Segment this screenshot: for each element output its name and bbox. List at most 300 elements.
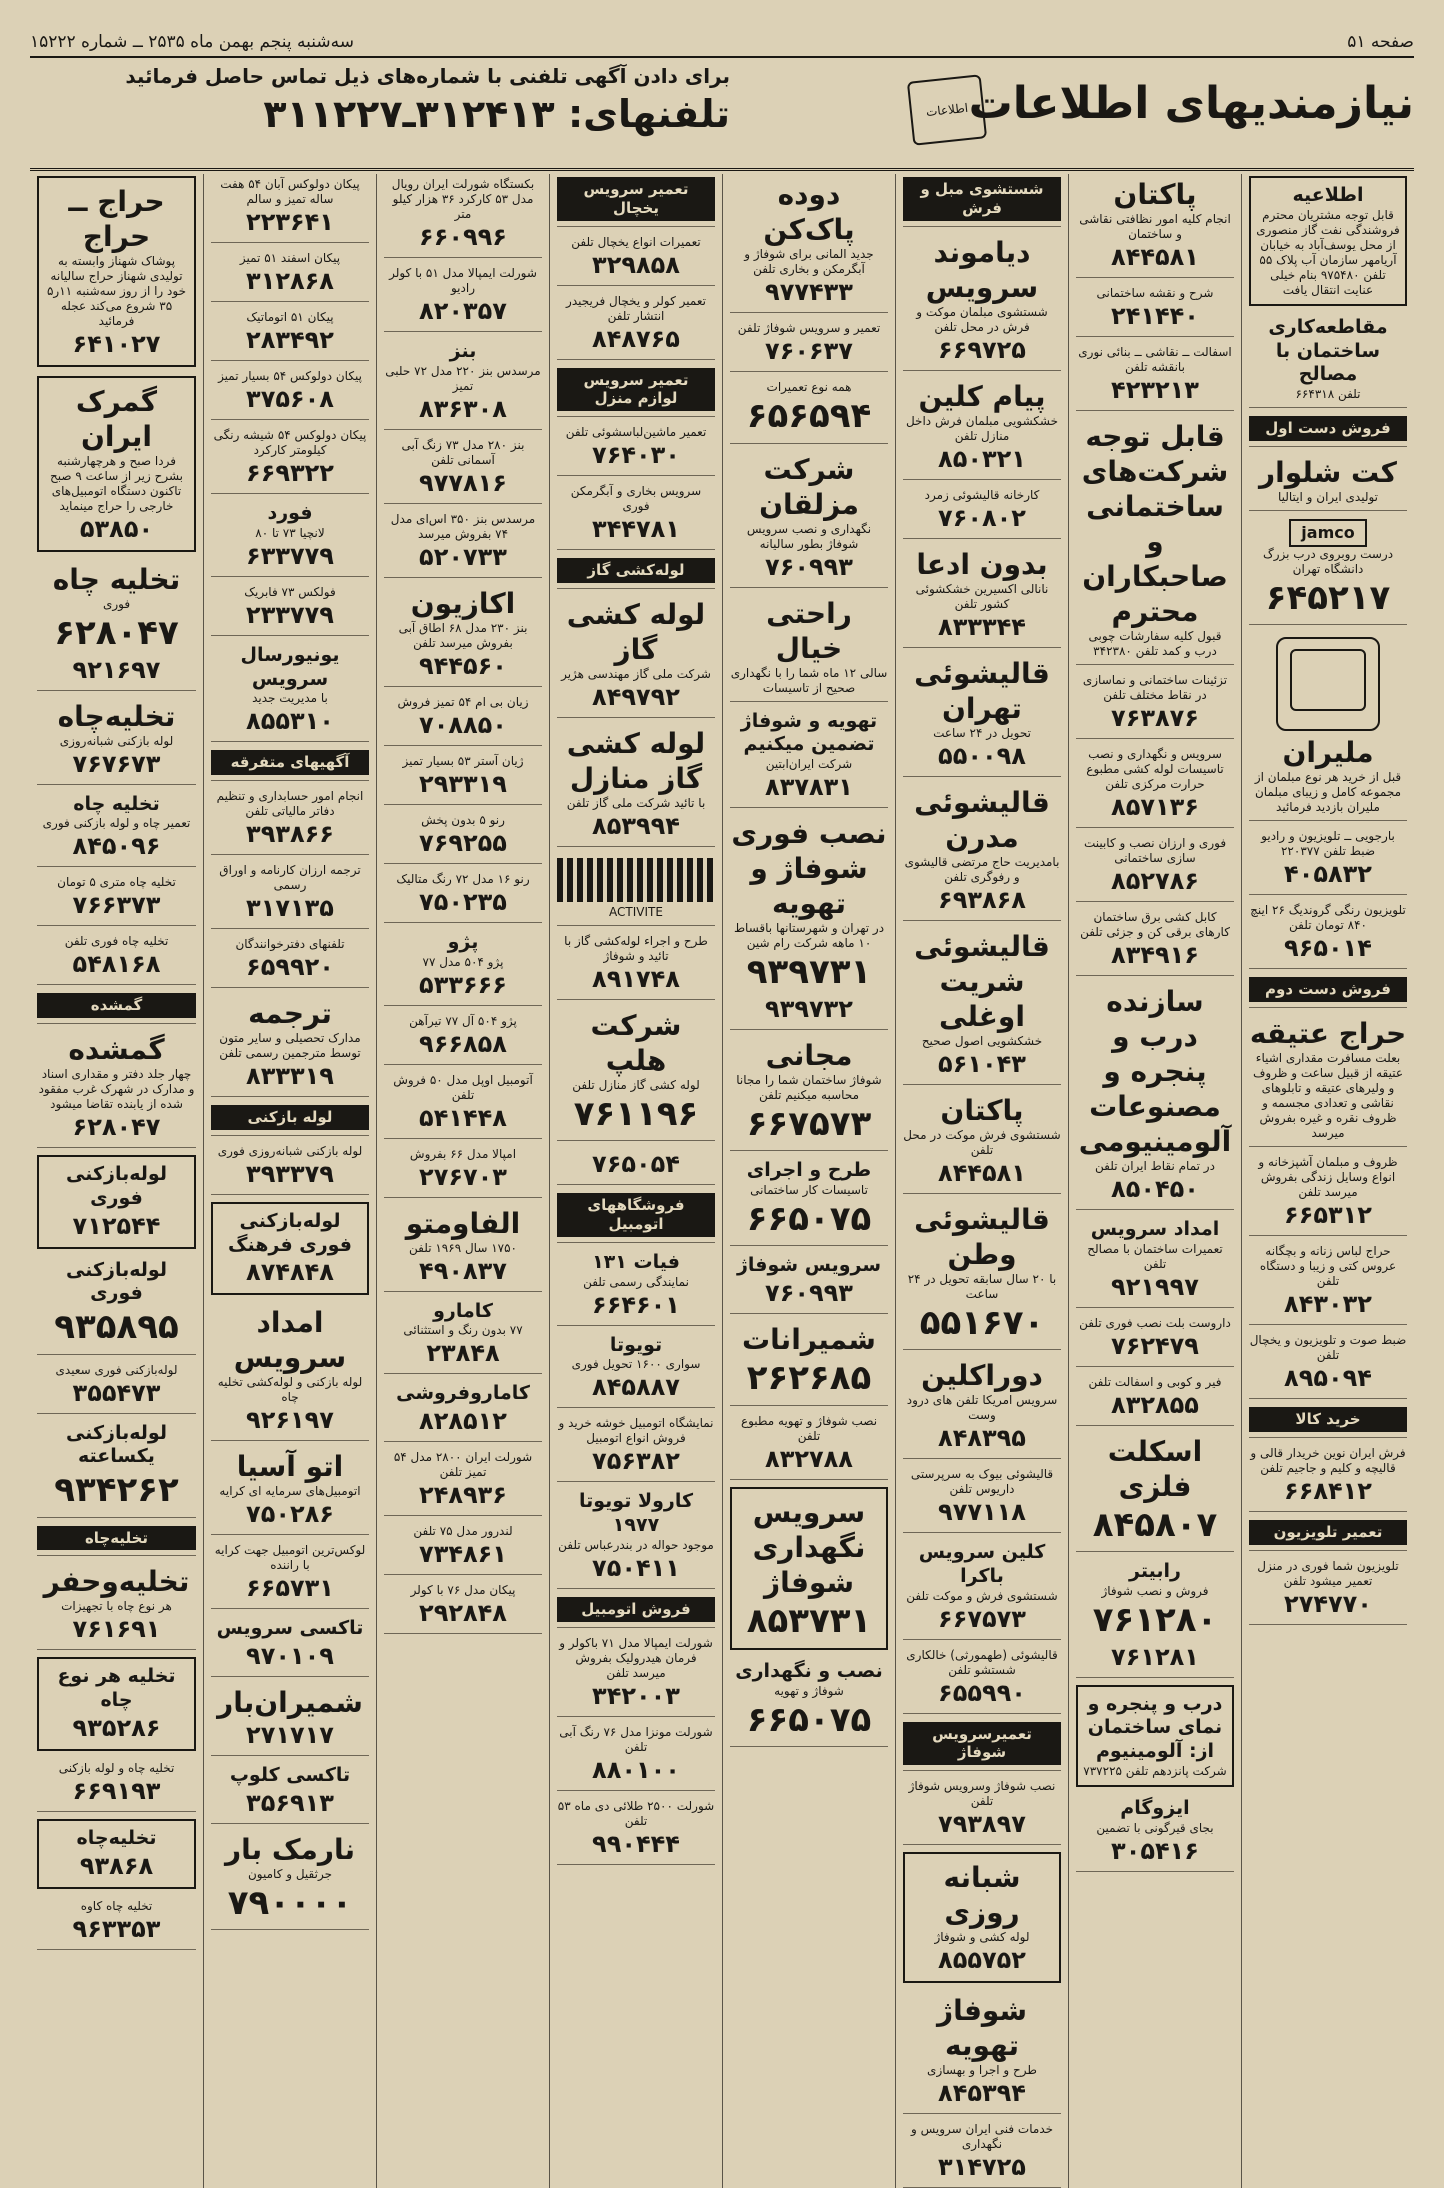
ad-phone: ۸۴۸۷۶۵ — [592, 324, 680, 353]
ad-column-4 — [722, 174, 895, 2188]
ad-phone: ۷۶۵۰۵۴ — [592, 1150, 680, 1179]
ad-phone: ۸۵۷۱۳۶ — [1111, 793, 1199, 821]
classified-ad — [730, 593, 888, 702]
classified-ad — [211, 1682, 369, 1756]
ad-headline: دیاموند سرویس — [925, 235, 1039, 304]
ad-body-text: پژو ۵۰۴ آل ۷۷ تیرآهن — [409, 1013, 517, 1028]
ad-heading: فیات ۱۳۱ — [592, 1250, 680, 1273]
ad-headline: شرکت هلپ — [590, 1008, 682, 1077]
ad-body-text: بنز ۲۳۰ مدل ۶۸ اطاق آبی بفروش میرسد تلفن — [398, 620, 528, 650]
classified-ad — [903, 1355, 1061, 1459]
ad-phone: ۷۶۱۲۸۱ — [1111, 1642, 1199, 1671]
ad-body-text: فیر و کوبی و اسفالت تلفن — [1088, 1374, 1222, 1389]
classified-ad — [903, 1538, 1061, 1640]
classified-ad — [1076, 981, 1234, 1210]
ad-body-text: تلویزیون شما فوری در منزل تعمیر میشود تلفن — [1257, 1558, 1399, 1588]
classified-ad — [903, 544, 1061, 648]
ad-body-text: اسفالت ــ نقاشی ــ بنائی نوری بانقشه تلفن — [1078, 345, 1232, 374]
ad-phone: ۷۹۳۸۹۷ — [938, 1810, 1026, 1838]
ad-heading: لوله‌بازکنی فوری فرهنگ — [228, 1209, 352, 1256]
ad-headline: تخلیه چاه — [52, 563, 181, 596]
ad-phone: ۵۴۸۱۶۸ — [72, 950, 161, 979]
ad-phone: ۸۴۴۵۸۱ — [938, 1158, 1026, 1187]
ad-phone: ۵۳۸۵۰ — [79, 515, 154, 543]
ad-headline: اسکلت فلزی — [1107, 1434, 1203, 1503]
ad-heading: کاماروفروشی — [396, 1382, 530, 1405]
ad-headline: لوله کشی گاز منازل — [566, 726, 706, 795]
ad-phone: ۸۹۱۷۴۸ — [592, 964, 680, 993]
ad-phone-large: ۲۶۲۶۸۵ — [746, 1358, 872, 1398]
classified-ad — [557, 365, 715, 418]
ad-heading: رابیتر — [1129, 1560, 1181, 1583]
ad-phone: ۹۷۷۱۱۸ — [938, 1498, 1026, 1526]
classified-ad — [211, 499, 369, 577]
tv-illustration — [1276, 637, 1380, 731]
ad-phone: ۸۵۵۳۱۰ — [246, 707, 334, 736]
ad-body-text: ضبط صوت و تلویزیون و یخچال تلفن — [1249, 1333, 1407, 1362]
ad-phone-large: ۹۳۹۷۳۱ — [746, 952, 872, 992]
ad-body-text: تخلیه چاه متری ۵ تومان — [57, 875, 176, 890]
classified-ad — [1249, 1556, 1407, 1625]
ad-body-text: شوفاژ و تهویه — [774, 1683, 844, 1698]
ad-body-text: مرسدس بنز ۲۲۰ مدل ۷۲ حلبی تمیز — [385, 363, 541, 393]
classified-ad — [1249, 900, 1407, 969]
ad-body-text: شرح و نقشه ساختمانی — [1096, 286, 1214, 300]
ad-phone: ۸۴۹۷۹۲ — [592, 682, 680, 711]
ad-phone: ۵۶۱۰۴۳ — [938, 1049, 1026, 1078]
classified-ad — [1076, 1313, 1234, 1367]
ad-headline: شمیران‌بار — [217, 1686, 363, 1719]
ad-body-text: سرویس امریکا تلفن های درود وست — [906, 1393, 1058, 1422]
classified-ad — [211, 1446, 369, 1535]
ad-body-text: قالیشوئی (طهمورثی) خالکاری شستشو تلفن — [906, 1647, 1058, 1677]
classified-ad — [557, 1248, 715, 1326]
ad-body-text: آتومبیل اوپل مدل ۵۰ فروش تلفن — [393, 1072, 533, 1102]
ad-body-text: تولیدی ایران و ایتالیا — [1277, 489, 1379, 504]
ad-phone: ۶۶۸۴۱۲ — [1284, 1476, 1372, 1505]
ad-phone-large: ۶۶۵۰۷۵ — [746, 1198, 872, 1239]
ad-body-text: قابل توجه مشتریان محترم فروشندگی نفت گاز منصوری از محل یوسف‌آباد به خیابان آریامهر سازمان آب پلاک ۵۵ تلفن ۹۷۵۴۸۰ بنام خیلی عنایت انتقال یافت — [1256, 207, 1400, 297]
ad-body-text: شستشوی مبلمان موکت و فرش در محل تلفن — [916, 304, 1048, 334]
classified-ad — [211, 366, 369, 420]
classified-ad — [211, 860, 369, 929]
ad-phone: ۴۲۳۲۱۳ — [1111, 376, 1199, 404]
classified-ad — [903, 1990, 1061, 2114]
ad-body-text: جدید المانی برای شوفاژ و آبگرمکن و بخاری تلفن — [744, 247, 874, 276]
ad-headline: اکازیون — [410, 586, 516, 620]
ad-headline: سازنده درب و پنجره و مصنوعات آلومینیومی — [1078, 985, 1232, 1158]
classified-ad — [211, 747, 369, 781]
ad-phone: ۹۶۶۸۵۸ — [419, 1029, 507, 1058]
classified-ad — [1076, 833, 1234, 902]
ad-phone: ۳۱۴۷۲۵ — [938, 2153, 1026, 2181]
ad-phone: ۶۲۸۰۴۷ — [72, 1113, 161, 1141]
ad-phone: ۸۲۰۳۵۷ — [419, 297, 507, 325]
classified-ad — [211, 1829, 369, 1931]
ad-headline: کت شلوار — [1259, 455, 1397, 489]
classified-ad — [37, 1256, 196, 1355]
ad-headline: قابل توجه شرکت‌های ساختمانی و صاحبکاران محترم — [1081, 420, 1229, 628]
page-label: صفحه ۵۱ — [1347, 32, 1414, 52]
ad-phone: ۸۳۲۸۵۵ — [1111, 1390, 1199, 1419]
classified-ad — [37, 990, 196, 1024]
ad-phone: ۲۴۱۴۴۰ — [1111, 302, 1199, 330]
ad-headline: دوده پاک‌کن — [763, 178, 855, 246]
ad-phone: ۷۶۰۹۹۳ — [765, 1279, 853, 1307]
ad-heading: کامارو — [433, 1299, 493, 1322]
classified-ad — [211, 174, 369, 243]
ad-phone: ۸۸۰۱۰۰ — [592, 1755, 680, 1784]
classified-ad — [1249, 630, 1407, 821]
classified-ad — [1249, 1443, 1407, 1512]
ad-phone: ۸۳۳۳۴۴ — [938, 612, 1026, 641]
classified-ad — [903, 174, 1061, 227]
ad-phone: ۸۴۵۳۹۴ — [938, 2079, 1026, 2107]
classified-ad — [37, 176, 196, 367]
ad-phone: ۵۴۱۴۴۸ — [419, 1103, 507, 1132]
section-header: شستشوی مبل و فرش — [903, 177, 1061, 221]
classified-ad — [37, 1029, 196, 1148]
ad-body-text: کارخانه قالیشوئی زمرد — [924, 487, 1040, 502]
ad-phone: ۲۳۳۷۷۹ — [246, 600, 334, 629]
classified-ad — [557, 1146, 715, 1185]
ad-body-text: لوله‌بازکنی فوری سعیدی — [55, 1362, 178, 1377]
ad-body-text: همه نوع تعمیرات — [766, 380, 852, 394]
classified-ad — [557, 555, 715, 589]
ad-phone: ۳۲۹۸۵۸ — [592, 250, 680, 279]
ad-phone: ۶۶۰۹۹۶ — [419, 223, 507, 251]
classified-ad — [384, 751, 542, 805]
classified-ad — [557, 1331, 715, 1409]
ad-phone: ۸۹۵۰۹۴ — [1284, 1364, 1372, 1392]
ad-phone: ۷۵۰۲۳۵ — [419, 887, 507, 916]
ad-body-text: ترجمه ارزان کارنامه و اوراق رسمی — [219, 863, 361, 892]
classified-ad — [903, 1852, 1061, 1983]
ad-body-text: موجود حواله در بندرعباس تلفن — [558, 1537, 714, 1552]
classified-ad — [1076, 907, 1234, 976]
ad-heading: لوله‌بازکنی یکساعته — [66, 1421, 167, 1468]
ad-phone: ۷۵۶۳۸۲ — [592, 1447, 680, 1476]
ad-body-text: پیکان دولوکس آبان ۵۴ هفت ساله تمیز و سالم — [220, 177, 360, 206]
ad-phone: ۸۳۷۸۳۱ — [765, 773, 853, 801]
classified-ad — [557, 931, 715, 1000]
ad-phone: ۷۰۸۸۵۰ — [419, 710, 507, 739]
ad-body-text: فولکس ۷۳ فابریک — [244, 584, 336, 599]
ad-body-text: فروش و نصب شوفاژ — [1101, 1584, 1209, 1598]
ad-phone: ۸۳۳۳۱۹ — [246, 1062, 334, 1090]
ad-phone: ۳۷۵۶۰۸ — [246, 385, 334, 413]
classified-ad — [903, 782, 1061, 921]
ad-body-text: قبل از خرید هر نوع مبلمان از مجموعه کامل و زیبای مبلمان ملیران بازدید فرمائید — [1254, 770, 1402, 815]
ad-body-text: سرویس بخاری و آبگرمکن فوری — [570, 484, 702, 513]
classified-ad — [211, 993, 369, 1097]
classified-ad — [730, 1487, 888, 1651]
section-header: تعمیرسرویس شوفاژ — [903, 1722, 1061, 1766]
ad-phone: ۲۷۱۷۱۷ — [246, 1721, 334, 1749]
ad-body-text: شرکت ایران‌ابتین — [765, 757, 853, 771]
classified-ad — [384, 928, 542, 1006]
ad-phone: ۶۶۹۱۹۳ — [72, 1776, 161, 1805]
classified-ad — [903, 926, 1061, 1085]
ad-heading: اطلاعیه — [1292, 184, 1364, 206]
ad-body-text: تعمیر ماشین‌لباسشوئی تلفن — [565, 425, 707, 439]
ad-phone-large: ۵۵۱۶۷۰ — [919, 1302, 1045, 1343]
classified-ad — [211, 641, 369, 743]
ad-phone: ۴۹۰۸۳۷ — [419, 1256, 507, 1285]
ad-heading: نصب و نگهداری — [735, 1660, 883, 1682]
ad-body-text: تخلیه چاه کاوه — [80, 1898, 153, 1913]
ad-headline: پاکتان — [940, 1093, 1024, 1127]
ad-phone: ۳۹۳۸۶۶ — [246, 820, 334, 848]
classified-ad — [557, 1796, 715, 1865]
ad-heading: درب و پنجره و نمای ساختمان از: آلومینیوم — [1087, 1692, 1223, 1762]
ad-phone: ۹۲۱۹۹۷ — [1111, 1272, 1199, 1301]
ad-phone: ۹۶۵۰۱۴ — [1284, 934, 1372, 963]
classified-ad — [557, 1594, 715, 1628]
ad-phone: ۸۴۵۰۹۶ — [72, 832, 161, 861]
classified-ad — [37, 931, 196, 985]
ad-phone: ۸۳۴۹۱۶ — [1111, 941, 1199, 969]
ad-heading: ایزوگام — [1120, 1796, 1190, 1819]
classified-ad — [211, 934, 369, 988]
ad-body-text: با تائید شرکت ملی گاز تلفن — [566, 795, 706, 810]
classified-ad — [557, 174, 715, 227]
section-header: لوله بازکنی — [211, 1105, 369, 1130]
ad-phone: ۸۳۶۳۰۸ — [419, 394, 507, 423]
section-header: لوله‌کشی گاز — [557, 558, 715, 583]
ad-body-text: تعمیرات ساختمان با مصالح تلفن — [1087, 1241, 1223, 1271]
classified-ad — [384, 1521, 542, 1575]
ad-body-text: پژو ۵۰۴ مدل ۷۷ — [422, 954, 504, 969]
ad-phone: ۸۴۴۵۸۱ — [1111, 243, 1199, 271]
ad-phone: ۴۰۵۸۳۲ — [1284, 860, 1372, 889]
ad-headline: الفاومتو — [405, 1206, 521, 1240]
classified-ad — [1076, 283, 1234, 337]
ad-phone: ۸۵۲۷۸۶ — [1111, 867, 1199, 895]
ad-body-text: انجام امور حسابداری و تنظیم دفاتر مالیاتی تلفن — [216, 789, 364, 818]
ad-body-text: فردا صبح و هرچهارشنبه بشرح زیر از ساعت ۹ صبح تاکنون دستگاه اتومبیل‌های خارجی را حراج مینماید — [49, 454, 184, 513]
ad-phone: ۸۵۰۳۲۱ — [938, 444, 1026, 473]
ad-heading: تویوتا — [609, 1333, 663, 1356]
classified-ad — [1249, 1517, 1407, 1551]
running-head — [30, 28, 1414, 58]
classified-ad — [730, 707, 888, 809]
ad-headline: گمشده — [68, 1033, 165, 1066]
classified-ad — [384, 810, 542, 864]
classified-ad — [730, 449, 888, 588]
ad-column-6 — [376, 174, 549, 2188]
ad-heading: تاکسی کلوپ — [229, 1764, 351, 1786]
ad-headline: لوله کشی گاز — [566, 597, 706, 666]
classified-ad — [730, 813, 888, 1030]
classified-ad — [1249, 413, 1407, 447]
ad-body-text: نگهداری و نصب سرویس شوفاژ بطور سالیانه — [746, 521, 872, 551]
classified-ad — [557, 422, 715, 476]
ad-heading: لوله‌بازکنی فوری — [66, 1258, 167, 1305]
classified-ad — [903, 1719, 1061, 1772]
classified-ad — [384, 174, 542, 258]
ad-phone: ۳۵۵۴۷۳ — [72, 1378, 161, 1407]
ad-heading: تخلیه چاه — [73, 792, 160, 815]
ad-headline: قالیشوئی مدرن — [914, 785, 1050, 854]
classified-ad — [37, 1360, 196, 1414]
ad-phone: ۳۰۵۴۱۶ — [1111, 1836, 1199, 1865]
ad-phone: ۵۵۰۰۹۸ — [938, 741, 1026, 770]
ad-body-text: فرش ایران نوین خریدار قالی و قالیچه و کلیم و جاجیم تلفن — [1250, 1445, 1406, 1475]
classified-ad — [903, 2119, 1061, 2188]
ad-phone-large: ۷۹۰۰۰۰ — [227, 1882, 353, 1923]
ad-heading: تاکسی سرویس — [216, 1617, 364, 1640]
classified-ad — [384, 869, 542, 923]
classified-ad — [557, 1190, 715, 1243]
ad-body-text: پیکان مدل ۷۶ با کولر — [410, 1583, 516, 1597]
classified-ad — [211, 1102, 369, 1136]
ad-body-text: سرویس و نگهداری و نصب تاسیسات لوله کشی مطبوع حرارت مرکزی تلفن — [1086, 747, 1224, 791]
ad-body-text: رنو ۵ بدون پخش — [421, 812, 505, 827]
classified-ad — [1076, 1215, 1234, 1308]
brand-logo: jamco — [1289, 519, 1366, 547]
ad-phone: ۸۵۰۴۵۰ — [1111, 1175, 1199, 1203]
classified-ad — [1249, 974, 1407, 1008]
ad-body-text: ظروف و مبلمان آشپزخانه و انواع وسایل زندگی بفروش میرسد تلفن — [1258, 1155, 1398, 1199]
ad-headline: ملیران — [1282, 736, 1374, 770]
ad-headline: حراج عتیقه — [1249, 1017, 1407, 1050]
ad-body-text: پیکان دولوکس ۵۴ شیشه رنگی کیلومتر کارکرد — [213, 428, 367, 457]
ad-body-text: مدارک تحصیلی و سایر متون توسط مترجمین رسمی تلفن — [219, 1031, 361, 1060]
ad-body-text: خشکشویی اصول صحیح — [921, 1033, 1043, 1048]
ad-body-text: شورلت ایران ۲۸۰۰ مدل ۵۴ تمیز تلفن — [393, 1450, 533, 1479]
classified-ad — [211, 1302, 369, 1441]
section-header: تخلیه‌چاه — [37, 1526, 196, 1551]
classified-ad — [211, 1761, 369, 1824]
classified-ad — [1249, 452, 1407, 511]
ad-column-1 — [1241, 174, 1414, 2188]
ad-heading: فورد — [267, 502, 313, 524]
ad-phone: ۸۵۳۹۹۴ — [592, 811, 680, 840]
classified-ad — [1249, 1330, 1407, 1399]
classified-ad — [730, 1319, 888, 1406]
classified-ad — [1249, 516, 1407, 626]
ad-body-text: نانالی اکسیرین خشکشوئی کشور تلفن — [915, 581, 1049, 611]
ad-body-text: سواری ۱۶۰۰ تحویل فوری — [571, 1357, 701, 1372]
classified-ad — [37, 696, 196, 785]
ad-body-text: فوری و ارزان نصب و کابینت سازی ساختمانی — [1083, 836, 1227, 865]
ad-body-text: پوشاک شهناز وابسته به تولیدی شهناز حراج سالیانه خود را از روز سه‌شنبه ۱۱ر۵ ۳۵ شروع می‌کند عجله فرمائید — [46, 254, 187, 328]
ad-phone-large: ۸۴۵۸۰۷ — [1092, 1504, 1218, 1545]
ad-body-text: خدمات فنی ایران سرویس و نگهداری — [910, 2122, 1054, 2151]
classified-ad — [384, 263, 542, 332]
classified-ad — [903, 1090, 1061, 1194]
ad-body-text: شوفاژ ساختمان شما را مجانا محاسبه میکنیم تلفن — [736, 1072, 882, 1102]
ad-phone-large: ۸۵۳۷۳۱ — [746, 1600, 872, 1641]
ad-phone: ۶۵۹۹۲۰ — [246, 953, 334, 981]
ad-body-text: نصب شوفاژ و تهویه مطبوع تلفن — [740, 1413, 878, 1443]
ad-body-text: لانچیا ۷۳ تا ۸۰ — [255, 525, 325, 540]
ad-phone: ۸۳۲۷۸۸ — [765, 1444, 853, 1473]
ad-phone: ۷۶۴۰۳۰ — [592, 441, 680, 469]
ad-headline: سرویس نگهداری شوفاژ — [752, 1495, 866, 1599]
ad-phone: ۷۳۴۸۶۱ — [419, 1540, 507, 1568]
classified-ad — [1076, 1557, 1234, 1677]
ad-body-text: مرسدس بنز ۳۵۰ اس‌ای مدل ۷۴ بفروش میرسد — [390, 511, 536, 541]
classified-ad — [37, 872, 196, 926]
ad-phone: ۲۲۳۶۴۱ — [246, 208, 334, 236]
ad-heading: پژو — [447, 930, 479, 953]
ad-phone: ۵۳۳۶۶۶ — [419, 970, 507, 999]
ad-phone: ۷۶۰۸۰۲ — [938, 503, 1026, 532]
ad-headline: پیام کلین — [918, 379, 1046, 413]
classified-ad — [730, 1657, 888, 1747]
classified-ad — [384, 583, 542, 687]
classified-ad — [384, 1580, 542, 1634]
ad-body-text: با مدیریت جدید — [252, 691, 328, 706]
ad-body-text: ۱۷۵۰ سال ۱۹۶۹ تلفن — [409, 1240, 517, 1255]
classified-ad — [1076, 670, 1234, 739]
ad-phone: ۳۱۲۸۶۸ — [246, 267, 334, 295]
ad-phone-large: ۶۲۸۰۴۷ — [54, 613, 179, 653]
ad-body-text: پیکان دولوکس ۵۴ بسیار تمیز — [218, 369, 362, 383]
ad-body-text: خشکشویی مبلمان فرش داخل منازل تلفن — [905, 413, 1059, 443]
ad-heading: تهویه و شوفاژ تضمین میکنیم — [740, 709, 878, 756]
classified-ad — [384, 1011, 542, 1065]
ad-column-3 — [895, 174, 1068, 2188]
ad-phone-large: ۹۳۴۲۶۲ — [54, 1470, 179, 1510]
ad-body-text: بجای قیرگونی با تضمین — [1096, 1820, 1214, 1835]
ad-phone: ۸۲۸۵۱۲ — [419, 1407, 507, 1435]
classified-ad — [211, 786, 369, 855]
ad-phone: ۶۴۱۰۲۷ — [72, 330, 161, 358]
ad-phone: ۷۵۰۴۱۱ — [592, 1553, 680, 1582]
classified-ad — [730, 377, 888, 444]
ad-body-text: تزئینات ساختمانی و نماسازی در نقاط مختلف تلفن — [1082, 673, 1228, 702]
ad-phone: ۹۹۰۴۴۴ — [592, 1829, 680, 1858]
ad-phone: ۳۴۲۰۰۳ — [592, 1681, 680, 1710]
section-title: نیازمندیهای اطلاعات — [968, 78, 1414, 129]
ad-body-text: کابل کشی برق ساختمان کارهای برقی کن و جزئی تلفن — [1080, 910, 1230, 939]
ad-phone: ۷۶۶۳۷۳ — [72, 891, 161, 920]
classified-ad — [37, 1523, 196, 1557]
classified-ad — [384, 435, 542, 504]
ad-body-text: تلویزیون رنگی گروندیگ ۲۶ اینچ ۸۴۰ تومان تلفن — [1250, 903, 1406, 933]
ad-body-text: تعمیر و سرویس شوفاژ تلفن — [737, 321, 881, 335]
ad-heading: سرویس شوفاژ — [736, 1254, 882, 1277]
ad-body-text: ACTIVITE — [609, 904, 663, 919]
ad-phone: ۹۷۷۴۳۳ — [765, 278, 853, 306]
ad-phone: ۶۹۳۸۶۸ — [938, 885, 1026, 914]
ad-phone: ۲۸۳۴۹۲ — [246, 326, 334, 354]
ad-heading: مقاطعه‌کاری ساختمان با مصالح — [1268, 315, 1388, 386]
ad-phone: ۳۴۴۷۸۱ — [592, 515, 680, 543]
ad-phone: ۷۶۱۶۹۱ — [72, 1615, 161, 1644]
ad-phone: ۷۶۷۶۷۳ — [72, 749, 161, 778]
ad-phone-large: ۷۶۱۱۹۶ — [573, 1093, 699, 1134]
ad-body-text: سالی ۱۲ ماه شما را با نگهداری صحیح از تاسیسات — [730, 665, 888, 695]
ad-body-text: انجام کلیه امور نظافتی نقاشی و ساختمان — [1079, 212, 1231, 241]
ad-phone: ۶۶۴۶۰۱ — [592, 1290, 680, 1319]
ad-headline: ترجمه — [248, 997, 332, 1030]
ad-body-text: شرکت پانزدهم تلفن ۷۳۷۲۲۵ — [1083, 1763, 1227, 1778]
ad-phone: ۶۶۵۳۱۲ — [1284, 1201, 1372, 1229]
classified-ad — [903, 1464, 1061, 1533]
ad-body-text: شورلت ایمپالا مدل ۷۱ باکولر و فرمان هیدرولیک بفروش میرسد تلفن — [559, 1635, 713, 1680]
ad-phone: ۶۶۹۷۲۵ — [938, 335, 1026, 364]
classified-ad — [37, 1561, 196, 1650]
ad-phones: تلفنهای: ۳۱۲۴۱۳ـ۳۱۱۲۲۷ — [263, 92, 730, 136]
ad-phone-large: ۹۳۵۸۹۵ — [54, 1307, 179, 1347]
date-issue: سه‌شنبه پنجم بهمن ماه ۲۵۳۵ ــ شماره ۱۵۲۲۲ — [30, 32, 355, 52]
classified-ad — [1076, 1431, 1234, 1553]
ad-phone: ۷۶۰۹۹۳ — [765, 552, 853, 581]
